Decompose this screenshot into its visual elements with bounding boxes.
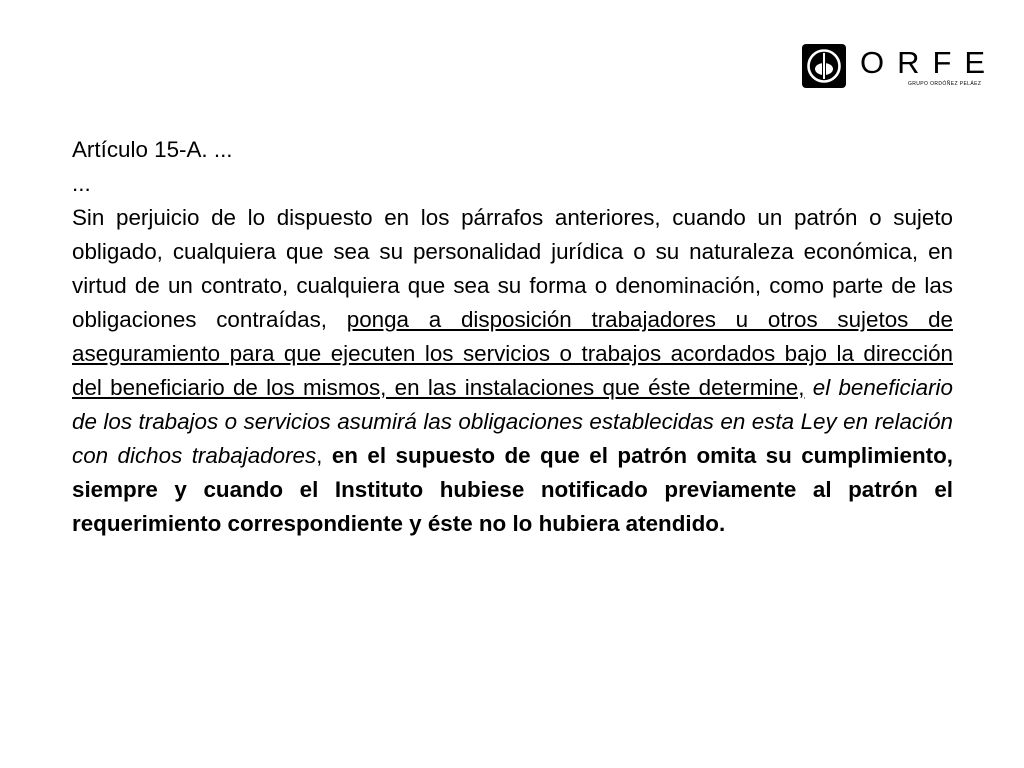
orfe-logo [802, 42, 999, 94]
paragraph-bold-text: en el supuesto de que el patrón omita su cumplimiento, siempre y cuando el Instituto hubiese notificado previamente al patrón el requerimiento correspondiente y éste no lo hubiera atendido. [72, 443, 953, 536]
article-text [72, 133, 953, 541]
logo-name: ORFE [860, 45, 999, 80]
article-ellipsis: ... [72, 171, 91, 196]
paragraph-space [804, 375, 812, 400]
paragraph-comma: , [316, 443, 332, 468]
orfe-emblem-icon [802, 44, 846, 88]
article-paragraph [72, 201, 953, 541]
paragraph-underlined-text: ponga a disposición trabajadores u otros sujetos de aseguramiento para que ejecuten los servicios o trabajos acordados bajo la dirección del beneficiario de los mismos, en las instalaciones que éste determine, [72, 307, 953, 400]
logo-subtitle: GRUPO ORDÓÑEZ PELÁEZ [908, 81, 982, 87]
article-heading: Artículo 15-A. ... [72, 137, 233, 162]
paragraph-italic-text: el beneficiario de los trabajos o servicios asumirá las obligaciones establecidas en esta Ley en relación con dichos trabajadores [72, 375, 953, 468]
paragraph-plain-text: Sin perjuicio de lo dispuesto en los párrafos anteriores, cuando un patrón o sujeto obligado, cualquiera que sea su personalidad jurídica o su naturaleza económica, en virtud de un contrato, cualquiera que sea su forma o denominación, como parte de las obligaciones contraídas, [72, 205, 953, 332]
